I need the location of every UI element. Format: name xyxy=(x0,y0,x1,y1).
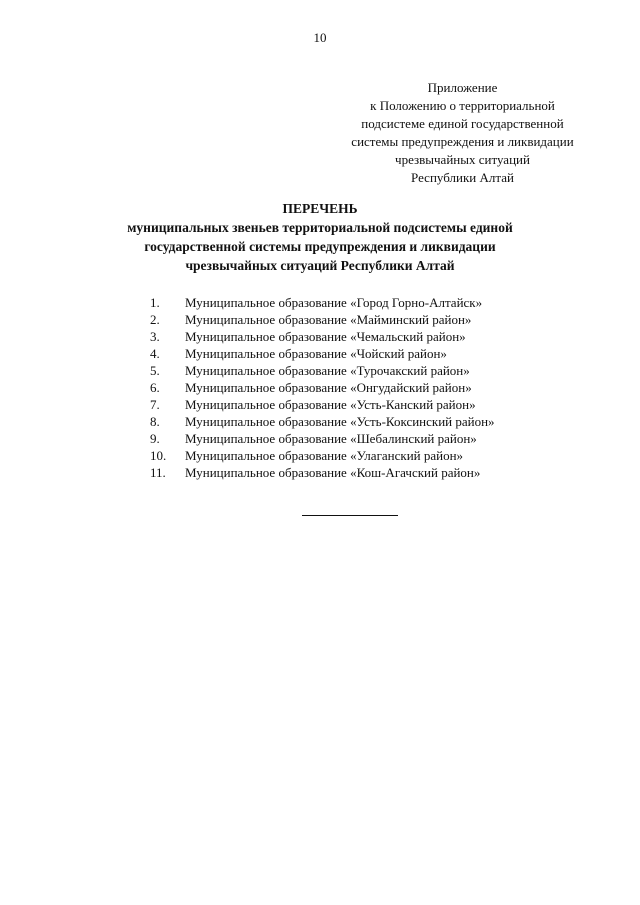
municipal-list xyxy=(150,294,495,481)
closing-divider xyxy=(302,515,398,516)
appendix-block xyxy=(325,79,600,187)
list-item xyxy=(150,362,495,379)
document-title xyxy=(70,199,570,275)
appendix-line: подсистеме единой государственной xyxy=(361,116,564,131)
title-heading: ПЕРЕЧЕНЬ xyxy=(282,201,358,216)
appendix-line: Республики Алтай xyxy=(411,170,514,185)
list-item-text: Муниципальное образование «Онгудайский район» xyxy=(185,380,472,395)
list-item-number: 10. xyxy=(150,448,167,463)
list-item xyxy=(150,430,495,447)
appendix-line: к Положению о территориальной xyxy=(370,98,555,113)
list-item-text: Муниципальное образование «Кош-Агачский район» xyxy=(185,465,481,480)
list-item xyxy=(150,447,495,464)
list-item-text: Муниципальное образование «Шебалинский район» xyxy=(185,431,477,446)
list-item xyxy=(150,328,495,345)
list-item-text: Муниципальное образование «Усть-Коксинский район» xyxy=(185,414,495,429)
list-item-text: Муниципальное образование «Усть-Канский район» xyxy=(185,397,476,412)
list-item xyxy=(150,396,495,413)
list-item xyxy=(150,345,495,362)
list-item-number: 3. xyxy=(150,329,160,344)
appendix-line: системы предупреждения и ликвидации xyxy=(351,134,574,149)
list-item-text: Муниципальное образование «Турочакский район» xyxy=(185,363,470,378)
list-item xyxy=(150,413,495,430)
list-item-number: 11. xyxy=(150,465,166,480)
list-item-text: Муниципальное образование «Чойский район» xyxy=(185,346,447,361)
list-item xyxy=(150,379,495,396)
list-item xyxy=(150,311,495,328)
title-subtitle-line: государственной системы предупреждения и ликвидации xyxy=(144,239,496,254)
list-item-number: 2. xyxy=(150,312,160,327)
title-subtitle-line: муниципальных звеньев территориальной подсистемы единой xyxy=(127,220,513,235)
list-item-text: Муниципальное образование «Майминский район» xyxy=(185,312,472,327)
appendix-line: чрезвычайных ситуаций xyxy=(395,152,530,167)
list-item xyxy=(150,294,495,311)
list-item-number: 1. xyxy=(150,295,160,310)
list-item-number: 8. xyxy=(150,414,160,429)
list-item-text: Муниципальное образование «Город Горно-Алтайск» xyxy=(185,295,483,310)
list-item-number: 4. xyxy=(150,346,160,361)
list-item-number: 9. xyxy=(150,431,160,446)
list-item-number: 7. xyxy=(150,397,160,412)
page-number: 10 xyxy=(313,30,327,45)
list-item-number: 5. xyxy=(150,363,160,378)
list-item-number: 6. xyxy=(150,380,160,395)
appendix-line: Приложение xyxy=(427,80,498,95)
list-item xyxy=(150,464,495,481)
list-item-text: Муниципальное образование «Улаганский район» xyxy=(185,448,464,463)
title-subtitle-line: чрезвычайных ситуаций Республики Алтай xyxy=(185,258,455,273)
list-item-text: Муниципальное образование «Чемальский район» xyxy=(185,329,466,344)
